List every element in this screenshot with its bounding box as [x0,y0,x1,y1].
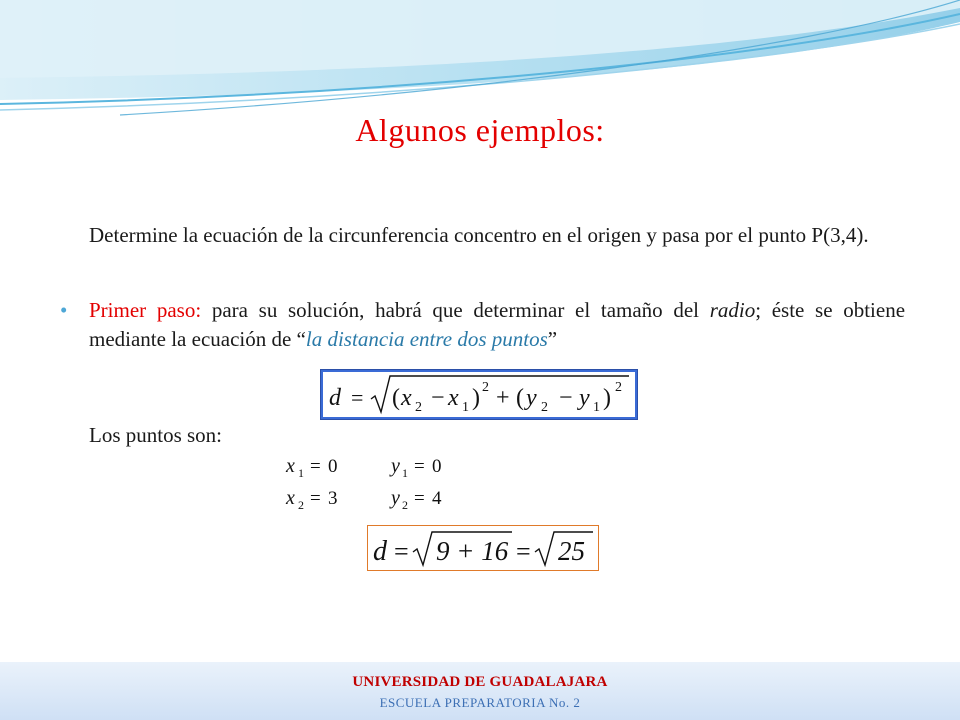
y-values [387,452,457,512]
formula-x2: x [401,385,412,411]
formula-lparen2: ( [516,385,524,411]
formula-sq1: 2 [482,380,489,395]
footer-band [0,662,960,720]
bullet-text [89,296,905,354]
formula-x1-sub: 1 [462,400,469,415]
result-formula-box [367,525,599,571]
point-y2-val: 4 [432,488,442,509]
bullet-text-b: ; éste se obtiene mediante la ecuación de “ [89,298,906,351]
point-x2-sub: 2 [298,498,304,512]
formula-x2-sub: 2 [415,400,422,415]
bullet-lead: Primer paso: [89,298,202,322]
point-x2-val: 3 [328,488,338,509]
slide-title: Algunos ejemplos: [355,112,605,148]
x-values [282,452,352,512]
bullet-text-a: para su solución, habrá que determinar el tamaño del [201,298,710,322]
formula-eq: = [351,385,364,410]
point-y1-var: y [391,455,400,477]
formula-y1: y [579,385,590,411]
bullet-dot-icon: • [60,298,68,322]
result-val: 25 [558,536,585,566]
distance-formula [323,372,635,417]
distance-formula-inner [323,372,635,417]
bullet-text-c: ” [547,327,558,351]
formula-rparen1: ) [472,385,480,411]
formula-rparen2: ) [603,385,611,411]
bullet-emph: radio [709,298,756,322]
problem-statement: Determine la ecuación de la circunferencia concentro en el origen y pasa por el punto P(3,4). [89,223,869,247]
point-y1-val: 0 [432,456,442,477]
result-eq2: = [516,537,531,566]
formula-y2: y [526,385,537,411]
point-x2-var: x [286,487,295,509]
point-y1-sub: 1 [402,466,408,480]
formula-x1: x [448,385,459,411]
result-eq1: = [394,537,409,566]
formula-minus2: − [559,385,573,411]
formula-y2-sub: 2 [541,400,548,415]
formula-plus: + [496,385,510,411]
formula-sq2: 2 [615,380,622,395]
point-y2-sub: 2 [402,498,408,512]
header-wave-decoration [0,0,960,120]
formula-y1-sub: 1 [593,400,600,415]
result-expr: 9 + 16 [436,536,509,566]
point-x1-var: x [286,455,295,477]
result-lhs: d [373,536,387,567]
points-label: Los puntos son: [89,423,223,447]
point-x1-val: 0 [328,456,338,477]
point-y2-var: y [391,487,400,509]
footer-school: ESCUELA PREPARATORIA No. 2 [379,695,581,710]
point-y2-eq: = [414,488,425,509]
bullet-highlight: la distancia entre dos puntos [305,327,548,351]
formula-lparen1: ( [392,385,400,411]
formula-minus1: − [431,385,445,411]
point-x1-sub: 1 [298,466,304,480]
distance-formula-box [320,369,638,420]
point-x2-eq: = [310,488,321,509]
point-y1-eq: = [414,456,425,477]
formula-d: d [329,385,341,411]
point-x1-eq: = [310,456,321,477]
footer-university: UNIVERSIDAD DE GUADALAJARA [352,674,608,690]
result-formula [368,526,598,570]
